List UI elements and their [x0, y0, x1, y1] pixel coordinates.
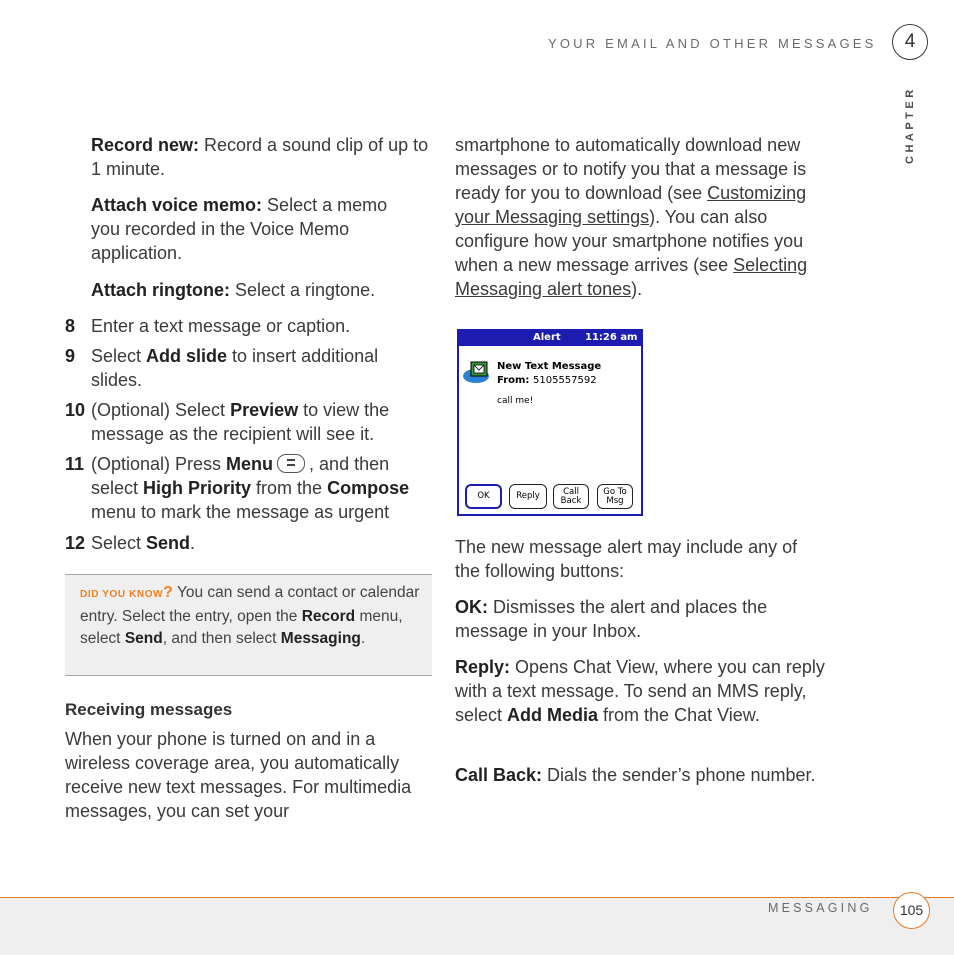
attach-ringtone-label: Attach ringtone:: [91, 280, 230, 300]
menu-key-icon: [277, 454, 305, 473]
record-new-item: [91, 133, 431, 181]
step-8-text: Enter a text message or caption.: [91, 316, 351, 336]
tip-text: menu, select: [80, 608, 403, 647]
tip-bold: Messaging: [280, 630, 361, 647]
attach-ringtone-text: Select a ringtone.: [230, 280, 376, 300]
callback-label: Call Back:: [455, 765, 543, 785]
alert-heading: New Text Message: [497, 361, 602, 372]
alert-time: 11:26 am: [585, 332, 638, 343]
attach-voice-label: Attach voice memo:: [91, 195, 263, 215]
step-text-part: menu to mark the message as urgent: [91, 502, 390, 522]
go-to-label-1: Go To: [603, 486, 627, 497]
alert-title: Alert: [533, 332, 561, 343]
section-heading: Receiving messages: [65, 700, 233, 719]
ok-button[interactable]: [465, 484, 502, 509]
footer-label: MESSAGING: [768, 901, 873, 915]
step-number: 10: [65, 400, 86, 420]
tip-bold: Send: [124, 630, 163, 647]
reply-description: [455, 655, 825, 727]
step-text: [91, 531, 431, 555]
alert-body: call me!: [497, 396, 534, 406]
step-bold: Compose: [327, 478, 410, 498]
did-you-know-box: [65, 574, 432, 676]
para-text: ).: [631, 279, 643, 299]
record-new-label: Record new:: [91, 135, 200, 155]
step-number: 8: [65, 316, 76, 336]
link-alert-tones[interactable]: Selecting Messaging alert tones: [455, 255, 808, 299]
alert-screen: [459, 331, 641, 514]
step-text: [91, 398, 431, 446]
attach-voice-item: [91, 193, 421, 265]
step-text-part: to view the message as the recipient will see it.: [91, 400, 390, 444]
step-text-part: .: [190, 533, 196, 553]
step-text-part: from the: [251, 478, 328, 498]
call-back-button[interactable]: [553, 484, 589, 509]
call-back-label-1: Call: [563, 486, 579, 497]
step-text-part: (Optional) Select: [91, 400, 231, 420]
reply-label: Reply:: [455, 657, 511, 677]
step-bold: High Priority: [143, 478, 252, 498]
attach-ringtone-item: [91, 278, 431, 302]
step-text: [91, 452, 436, 524]
step-text-part: Select: [91, 346, 147, 366]
tip-text: , and then select: [162, 630, 281, 647]
call-back-label-2: Back: [560, 495, 582, 506]
reply-text: from the Chat View.: [598, 705, 760, 725]
did-you-know-label: DID YOU KNOW: [80, 589, 164, 600]
record-new-text: Record a sound clip of up to 1 minute.: [91, 135, 429, 179]
callback-description: [455, 763, 825, 787]
chapter-number: 4: [892, 24, 928, 60]
ok-label: OK:: [455, 597, 488, 617]
step-text-part: (Optional) Press: [91, 454, 227, 474]
ok-description: [455, 595, 825, 643]
reply-button[interactable]: [509, 484, 547, 509]
alert-title-bar: [459, 331, 641, 346]
did-you-know-text: [80, 582, 420, 650]
step-bold: Add slide: [146, 346, 228, 366]
step-text-part: to insert additional slides.: [91, 346, 379, 390]
step-bold: Send: [146, 533, 191, 553]
step-text: [91, 314, 431, 338]
left-paragraph: When your phone is turned on and in a wireless coverage area, you automatically receive new text messages. For multimedia messages, you can set your: [65, 729, 412, 821]
para-text: smartphone to automatically download new messages or to notify you that a message is ready for you to download (see: [455, 135, 807, 203]
para-text: ). You can also configure how your smartphone notifies you when a new message arrives (see: [455, 207, 804, 275]
attach-voice-text: Select a memo you recorded in the Voice Memo application.: [91, 195, 388, 263]
tip-bold: Record: [301, 608, 356, 625]
ok-button-label: OK: [477, 491, 490, 501]
running-header: YOUR EMAIL AND OTHER MESSAGES: [548, 36, 877, 51]
right-paragraph-1: [455, 133, 825, 301]
step-bold: Preview: [230, 400, 299, 420]
did-you-know-mark: ?: [163, 584, 173, 601]
ok-text: Dismisses the alert and places the message in your Inbox.: [455, 597, 768, 641]
alert-screenshot: [457, 329, 643, 516]
tip-text: .: [360, 630, 366, 647]
step-number: 11: [65, 454, 85, 474]
reply-bold: Add Media: [507, 705, 599, 725]
step-text-part: , and then select: [91, 454, 390, 498]
go-to-msg-button[interactable]: [597, 484, 633, 509]
reply-text: Opens Chat View, where you can reply with a text message. To send an MMS reply, select: [455, 657, 825, 725]
alert-from-label: From:: [497, 375, 530, 386]
step-text-part: Select: [91, 533, 147, 553]
link-customizing-settings[interactable]: Customizing your Messaging settings: [455, 183, 807, 227]
alert-from-value: 5105557592: [533, 375, 597, 386]
go-to-label-2: Msg: [606, 495, 624, 506]
step-text: [91, 344, 421, 392]
page-number: 105: [893, 892, 930, 929]
reply-button-label: Reply: [516, 491, 540, 501]
step-bold: Menu: [226, 454, 274, 474]
callback-text: Dials the sender’s phone number.: [542, 765, 816, 785]
chapter-label: CHAPTER: [904, 86, 916, 164]
step-number: 9: [65, 346, 76, 366]
tip-text: You can send a contact or calendar entry. Select the entry, open the: [80, 584, 420, 625]
step-number: 12: [65, 533, 86, 553]
message-icon: [462, 360, 494, 384]
right-paragraph-2: The new message alert may include any of the following buttons:: [455, 537, 798, 581]
